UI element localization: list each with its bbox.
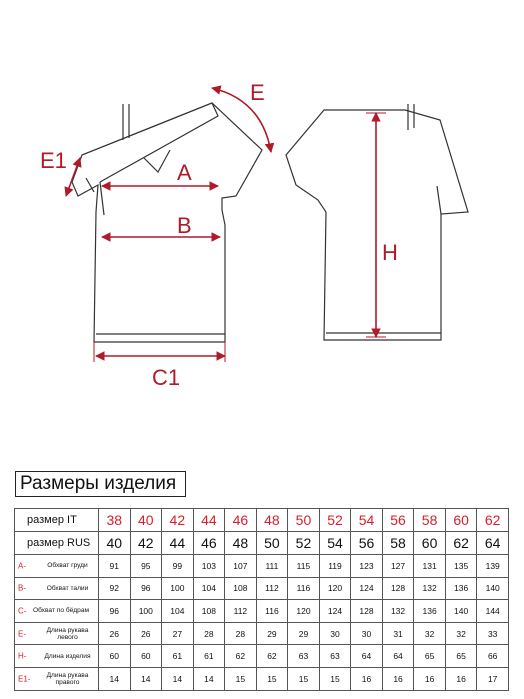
value-cell: 132 [414, 577, 446, 600]
size-cell: 58 [382, 532, 414, 555]
label-b: B [177, 213, 192, 238]
value-cell: 124 [319, 600, 351, 623]
measure-label [15, 577, 99, 600]
value-cell: 65 [414, 645, 446, 668]
value-cell: 15 [256, 667, 288, 690]
value-cell: 131 [414, 555, 446, 578]
size-cell: 40 [130, 509, 162, 532]
size-cell: 54 [351, 509, 383, 532]
value-cell: 132 [382, 600, 414, 623]
row-label: размер RUS [15, 532, 99, 555]
value-cell: 116 [288, 577, 320, 600]
value-cell: 123 [351, 555, 383, 578]
label-c1: C1 [152, 365, 181, 390]
value-cell: 100 [162, 577, 194, 600]
value-cell: 144 [477, 600, 509, 623]
value-cell: 91 [99, 555, 131, 578]
value-cell: 120 [319, 577, 351, 600]
value-cell: 120 [288, 600, 320, 623]
size-cell: 48 [225, 532, 257, 555]
value-cell: 32 [445, 622, 477, 645]
measure-label [15, 667, 99, 690]
value-cell: 31 [382, 622, 414, 645]
value-cell: 16 [351, 667, 383, 690]
value-cell: 28 [193, 622, 225, 645]
value-cell: 112 [225, 600, 257, 623]
value-cell: 15 [288, 667, 320, 690]
value-cell: 140 [445, 600, 477, 623]
value-cell: 103 [193, 555, 225, 578]
size-cell: 62 [477, 509, 509, 532]
value-cell: 16 [382, 667, 414, 690]
value-cell: 135 [445, 555, 477, 578]
size-cell: 52 [319, 509, 351, 532]
value-cell: 111 [256, 555, 288, 578]
value-cell: 15 [319, 667, 351, 690]
measure-code: C- [18, 606, 27, 616]
value-cell: 104 [193, 577, 225, 600]
value-cell: 63 [319, 645, 351, 668]
value-cell: 14 [130, 667, 162, 690]
measure-row [15, 577, 509, 600]
value-cell: 119 [319, 555, 351, 578]
value-cell: 61 [193, 645, 225, 668]
value-cell: 136 [445, 577, 477, 600]
measure-name: Обхват талии [46, 584, 89, 592]
value-cell: 29 [256, 622, 288, 645]
row-label: размер IT [15, 509, 99, 532]
value-cell: 116 [256, 600, 288, 623]
measure-row [15, 645, 509, 668]
label-a: A [177, 160, 192, 185]
size-cell: 64 [477, 532, 509, 555]
value-cell: 96 [99, 600, 131, 623]
value-cell: 108 [193, 600, 225, 623]
size-cell: 38 [99, 509, 131, 532]
size-cell: 50 [256, 532, 288, 555]
value-cell: 64 [382, 645, 414, 668]
value-cell: 16 [414, 667, 446, 690]
size-cell: 50 [288, 509, 320, 532]
back-view [286, 104, 468, 340]
size-cell: 60 [445, 509, 477, 532]
value-cell: 26 [130, 622, 162, 645]
value-cell: 128 [382, 577, 414, 600]
measure-row [15, 622, 509, 645]
measure-label [15, 645, 99, 668]
value-cell: 14 [99, 667, 131, 690]
measurement-arrows [66, 88, 386, 362]
value-cell: 32 [414, 622, 446, 645]
size-cell: 60 [414, 532, 446, 555]
value-cell: 14 [162, 667, 194, 690]
measure-name: Обхват груди [47, 562, 88, 570]
label-e1: E1 [40, 148, 67, 173]
size-cell: 56 [382, 509, 414, 532]
value-cell: 62 [225, 645, 257, 668]
measure-row [15, 667, 509, 690]
measure-name: Длина рукава правого [46, 671, 89, 686]
measure-row [15, 555, 509, 578]
measure-code: H- [18, 651, 27, 661]
value-cell: 95 [130, 555, 162, 578]
value-cell: 17 [477, 667, 509, 690]
value-cell: 136 [414, 600, 446, 623]
table-title: Размеры изделия [15, 471, 186, 497]
measure-row [15, 600, 509, 623]
value-cell: 128 [351, 600, 383, 623]
value-cell: 112 [256, 577, 288, 600]
measure-code: A- [18, 561, 26, 571]
measure-name: Обхват по бёдрам [33, 607, 90, 615]
value-cell: 62 [256, 645, 288, 668]
size-cell: 46 [193, 532, 225, 555]
value-cell: 127 [382, 555, 414, 578]
size-table [14, 508, 509, 691]
value-cell: 63 [288, 645, 320, 668]
size-cell: 52 [288, 532, 320, 555]
value-cell: 140 [477, 577, 509, 600]
size-cell: 58 [414, 509, 446, 532]
value-cell: 115 [288, 555, 320, 578]
value-cell: 96 [130, 577, 162, 600]
label-h: H [382, 240, 398, 265]
row-size-rus [15, 532, 509, 555]
value-cell: 14 [193, 667, 225, 690]
value-cell: 28 [225, 622, 257, 645]
measure-label [15, 622, 99, 645]
value-cell: 64 [351, 645, 383, 668]
measure-label [15, 555, 99, 578]
measure-name: Длина изделия [44, 652, 91, 660]
value-cell: 60 [130, 645, 162, 668]
value-cell: 104 [162, 600, 194, 623]
measure-name: Длина рукава левого [46, 626, 89, 641]
size-cell: 62 [445, 532, 477, 555]
size-cell: 46 [225, 509, 257, 532]
value-cell: 60 [99, 645, 131, 668]
value-cell: 139 [477, 555, 509, 578]
size-cell: 42 [130, 532, 162, 555]
size-cell: 44 [162, 532, 194, 555]
value-cell: 26 [99, 622, 131, 645]
value-cell: 107 [225, 555, 257, 578]
value-cell: 100 [130, 600, 162, 623]
size-cell: 48 [256, 509, 288, 532]
size-cell: 44 [193, 509, 225, 532]
value-cell: 30 [351, 622, 383, 645]
value-cell: 16 [445, 667, 477, 690]
value-cell: 15 [225, 667, 257, 690]
measure-code: B- [18, 583, 26, 593]
size-cell: 40 [99, 532, 131, 555]
value-cell: 124 [351, 577, 383, 600]
size-cell: 54 [319, 532, 351, 555]
value-cell: 61 [162, 645, 194, 668]
front-view [72, 103, 262, 342]
size-cell: 56 [351, 532, 383, 555]
label-e: E [250, 80, 265, 105]
measure-code: E1- [18, 674, 31, 684]
value-cell: 92 [99, 577, 131, 600]
value-cell: 33 [477, 622, 509, 645]
row-size-it [15, 509, 509, 532]
value-cell: 108 [225, 577, 257, 600]
value-cell: 30 [319, 622, 351, 645]
value-cell: 66 [477, 645, 509, 668]
measure-code: E- [18, 629, 26, 639]
size-cell: 42 [162, 509, 194, 532]
value-cell: 27 [162, 622, 194, 645]
measure-label [15, 600, 99, 623]
value-cell: 29 [288, 622, 320, 645]
value-cell: 99 [162, 555, 194, 578]
value-cell: 65 [445, 645, 477, 668]
arrow-e1 [66, 158, 80, 196]
